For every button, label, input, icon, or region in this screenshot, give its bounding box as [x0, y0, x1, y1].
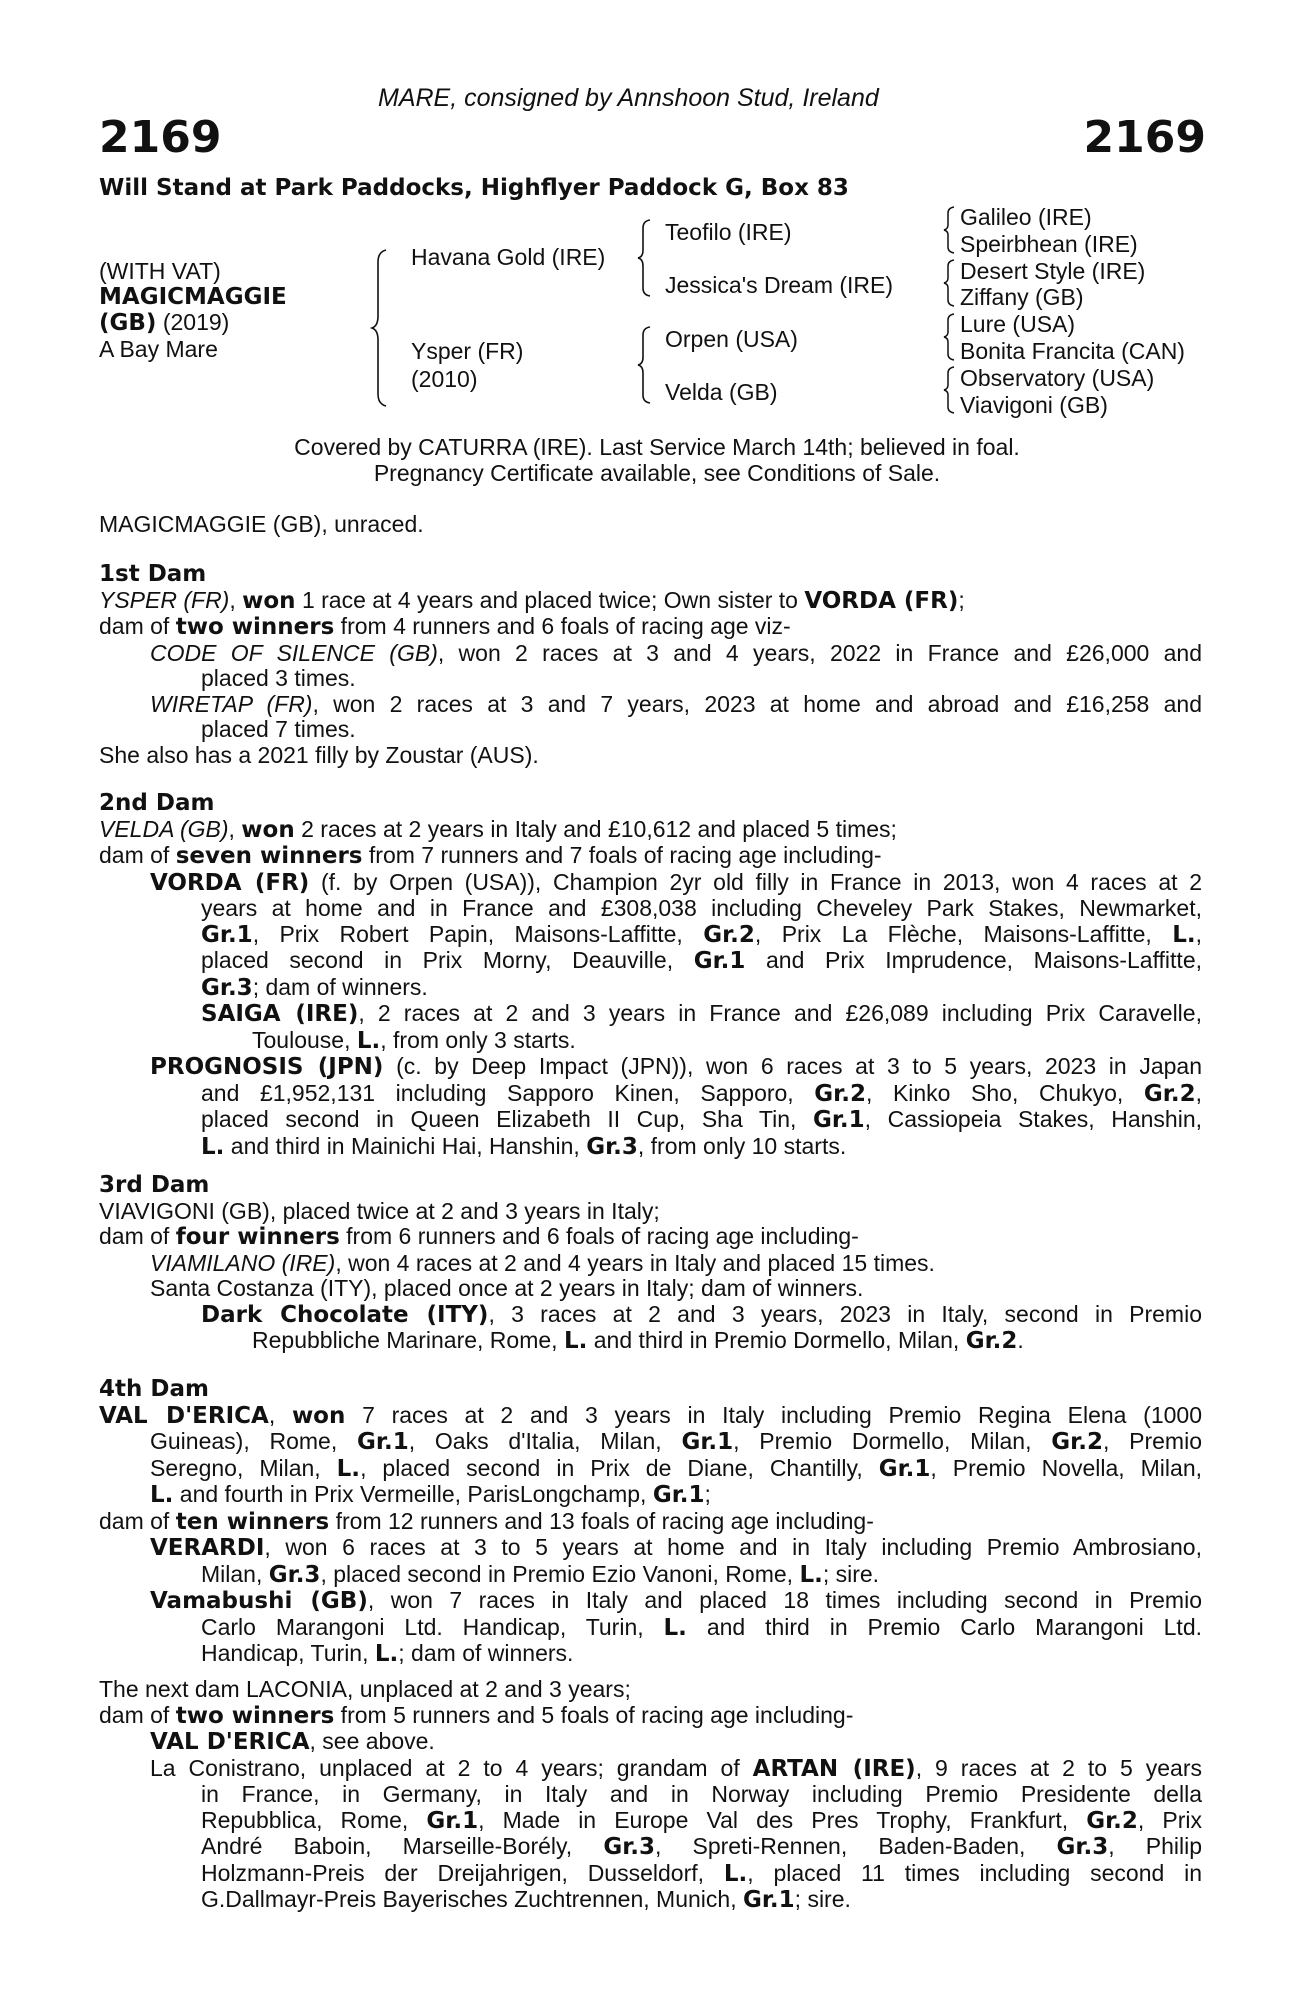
text: dam of [99, 1701, 176, 1728]
text: ; [958, 586, 965, 613]
text-bold: L. [1172, 921, 1196, 948]
text: , Made in Europe Val des Pres Trophy, Frankfurt, [478, 1806, 1087, 1833]
section-heading: 4th Dam [99, 1376, 209, 1402]
text-bold: Gr.3 [1056, 1834, 1109, 1860]
text: (f. by Orpen (USA)), Champion 2yr old filly in France in 2013, won 4 races at 2 [309, 868, 1202, 895]
text-bold: L. [799, 1561, 823, 1588]
section-3rd-dam [99, 1173, 1202, 1355]
text: placed second in Queen Elizabeth II Cup, Sha Tin, [201, 1106, 813, 1132]
text: , [1195, 1079, 1202, 1106]
text-bold: L. [336, 1455, 361, 1482]
gg-7: Observatory (USA) [960, 365, 1155, 391]
text: and fourth in Prix Vermeille, ParisLongchamp, [173, 1481, 653, 1507]
section-4th-dam [99, 1377, 1202, 1668]
text: G.Dallmayr-Preis Bayerisches Zuchtrennen, Munich, [201, 1886, 743, 1912]
text-bold: Gr.1 [357, 1429, 409, 1455]
text: , placed second in Premio Ezio Vanoni, Rome, [320, 1560, 800, 1587]
text-bold: Gr.2 [1051, 1429, 1103, 1455]
text-bold: seven winners [175, 843, 363, 869]
text: . [1017, 1327, 1024, 1353]
dam-name: YSPER (FR) [99, 586, 230, 613]
text-bold: Gr.1 [742, 1887, 795, 1913]
text: La Conistrano, unplaced at 2 to 4 years; grandam of [150, 1754, 753, 1781]
lot-number-left: 2169 [99, 112, 222, 163]
text-bold: four winners [175, 1224, 340, 1250]
text: , from only 3 starts. [380, 1026, 576, 1053]
text: , Prix La Flèche, Maisons-Laffitte, [754, 920, 1173, 947]
text: , 3 races at 2 and 3 years, 2023 in Italy, second in Premio [488, 1300, 1202, 1327]
text-bold: L. [374, 1641, 399, 1667]
text: 1 race at 4 years and placed twice; Own sister to [295, 586, 805, 613]
text: and third in Premio Dormello, Milan, [587, 1327, 966, 1353]
dam-sire: Orpen (USA) [665, 326, 798, 352]
dam-name: VELDA (GB) [99, 815, 229, 842]
text: placed 7 times. [201, 716, 356, 742]
text-bold: L. [356, 1027, 381, 1054]
text-bold: L. [150, 1482, 174, 1508]
horse-description: A Bay Mare [99, 335, 218, 362]
pedigree-brace-g2 [942, 258, 958, 308]
text: , 2 races at 2 and 3 years in France and £26,089 including Prix Caravelle, [358, 1000, 1202, 1026]
text: and £1,952,131 including Sapporo Kinen, Sapporo, [201, 1079, 815, 1106]
text-bold: won [241, 816, 295, 843]
text: , [1195, 920, 1202, 947]
text: , 9 races at 2 to 5 years [915, 1754, 1202, 1781]
text: Handicap, Turin, [201, 1640, 375, 1666]
text: , from only 10 starts. [637, 1132, 847, 1159]
text: 7 races at 2 and 3 years in Italy including Premio Regina Elena (1000 [345, 1401, 1203, 1428]
lot-number-right: 2169 [1083, 112, 1206, 163]
text: , Oaks d'Italia, Milan, [408, 1428, 682, 1454]
dam-name: VAL D'ERICA [99, 1402, 269, 1429]
text: from 7 runners and 7 foals of racing age including- [362, 842, 882, 868]
gg-8: Viavigoni (GB) [960, 392, 1108, 418]
text: Repubblica, Rome, [201, 1806, 427, 1833]
text-bold: Gr.2 [965, 1328, 1018, 1354]
gg-6: Bonita Francita (CAN) [960, 338, 1185, 364]
text: , Philip [1108, 1833, 1202, 1859]
section-2nd-dam [99, 791, 1202, 1160]
text: dam of [99, 842, 176, 868]
text: , placed second in Prix de Diane, Chantilly, [360, 1454, 879, 1481]
text: dam of [99, 1223, 176, 1249]
text: , won 4 races at 2 and 4 years in Italy and placed 15 times. [335, 1249, 935, 1276]
section-1st-dam [99, 562, 1202, 768]
text: , won 2 races at 3 and 4 years, 2022 in France and £26,000 and [437, 639, 1202, 666]
pedigree-brace-g1 [942, 205, 958, 255]
covering-line-2: Pregnancy Certificate available, see Conditions of Sale. [373, 459, 941, 486]
text-bold: Gr.2 [814, 1080, 866, 1107]
sire-name: Havana Gold (IRE) [411, 244, 606, 270]
text-bold: Gr.3 [586, 1133, 638, 1160]
text: Holzmann-Preis der Dreijahrigen, Dusseldorf, [201, 1859, 724, 1886]
section-heading: 1st Dam [99, 561, 207, 587]
covering-line-1: Covered by CATURRA (IRE). Last Service March 14th; believed in foal. [294, 434, 1020, 460]
text: (c. by Deep Impact (JPN)), won 6 races at 3 to 5 years, 2023 in Japan [383, 1053, 1203, 1079]
horse-country: (GB) [99, 310, 157, 336]
text-bold: Gr.2 [1086, 1807, 1138, 1834]
location-line: Will Stand at Park Paddocks, Highflyer Paddock G, Box 83 [99, 175, 849, 201]
text: from 5 runners and 5 foals of racing age including- [334, 1701, 854, 1728]
gg-3: Desert Style (IRE) [960, 258, 1146, 284]
text: placed second in Prix Morny, Deauville, [201, 947, 694, 973]
runner-name: SAIGA (IRE) [201, 1001, 359, 1027]
horse-name: MAGICMAGGIE [99, 283, 287, 310]
text: ; sire. [822, 1560, 880, 1587]
text: , Prix Robert Papin, Maisons-Laffitte, [252, 920, 704, 947]
text: 2 races at 2 years in Italy and £10,612 and placed 5 times; [294, 815, 897, 842]
text: Repubbliche Marinare, Rome, [252, 1327, 564, 1353]
text: The next dam LACONIA, unplaced at 2 and 3 years; [99, 1676, 631, 1702]
gg-1: Galileo (IRE) [960, 204, 1092, 230]
text-bold: Gr.2 [1143, 1080, 1196, 1107]
section-heading: 2nd Dam [99, 790, 215, 816]
runner-name: VORDA (FR) [150, 869, 310, 896]
text-bold: two winners [175, 1702, 335, 1729]
text: placed 3 times. [201, 665, 356, 691]
text: Santa Costanza (ITY), placed once at 2 years in Italy; dam of winners. [150, 1275, 864, 1301]
gg-2: Speirbhean (IRE) [960, 231, 1138, 257]
text: , see above. [309, 1728, 435, 1754]
text: and third in Premio Carlo Marangoni Ltd. [686, 1613, 1203, 1640]
text-bold: won [291, 1402, 346, 1429]
dam-name: Ysper (FR) [411, 338, 524, 364]
runner-name: VIAMILANO (IRE) [150, 1249, 336, 1276]
vat-label: (WITH VAT) [99, 258, 221, 284]
text: Guineas), Rome, [150, 1428, 358, 1454]
text: and third in Mainichi Hai, Hanshin, [224, 1132, 587, 1159]
text-bold: Gr.3 [268, 1561, 321, 1588]
text: dam of [99, 613, 176, 639]
text: ; dam of winners. [398, 1640, 574, 1666]
text-bold: Gr.1 [681, 1429, 734, 1455]
text-bold: VORDA (FR) [804, 587, 959, 614]
text: and Prix Imprudence, Maisons-Laffitte, [745, 947, 1203, 973]
runner-name: Dark Chocolate (ITY) [201, 1301, 489, 1328]
text-bold: Gr.1 [812, 1107, 865, 1133]
text-bold: won [242, 587, 296, 614]
text: , won 7 races in Italy and placed 18 times including second in Premio [367, 1587, 1202, 1613]
sire-dam: Jessica's Dream (IRE) [665, 272, 894, 298]
text: Toulouse, [252, 1026, 357, 1053]
text-bold: Gr.2 [703, 921, 755, 948]
text: , placed 11 times including second in [747, 1859, 1202, 1886]
pedigree-brace-sire [636, 218, 654, 298]
dam-dam: Velda (GB) [665, 379, 778, 405]
text: She also has a 2021 filly by Zoustar (AUS). [99, 741, 539, 768]
text-bold: Gr.1 [426, 1807, 479, 1834]
dam-year: (2010) [411, 366, 478, 392]
text: ; [704, 1481, 711, 1507]
text-bold: L. [563, 1328, 588, 1354]
text-bold: L. [663, 1614, 687, 1641]
horse-year: (2019) [162, 309, 230, 335]
text-bold: ten winners [175, 1508, 330, 1535]
text-bold: Gr.3 [603, 1834, 655, 1860]
text-bold: Gr.1 [652, 1482, 705, 1508]
runner-name: PROGNOSIS (JPN) [150, 1054, 384, 1080]
gg-5: Lure (USA) [960, 311, 1076, 337]
text: years at home and in France and £308,038 including Cheveley Park Stakes, Newmarket, [201, 895, 1202, 921]
text: , Cassiopeia Stakes, Hanshin, [864, 1106, 1203, 1132]
text: , [229, 586, 243, 613]
text: , won 2 races at 3 and 7 years, 2023 at home and abroad and £16,258 and [312, 690, 1202, 717]
gg-4: Ziffany (GB) [960, 284, 1084, 310]
sire-sire: Teofilo (IRE) [665, 219, 792, 245]
pedigree-brace-main [370, 248, 390, 408]
text: , Premio [1102, 1428, 1202, 1454]
text-bold: L. [201, 1133, 225, 1160]
text: ; dam of winners. [252, 973, 428, 1000]
text: , Kinko Sho, Chukyo, [865, 1079, 1144, 1106]
runner-name: ARTAN (IRE) [752, 1755, 916, 1782]
consignor-line: MARE, consigned by Annshoon Stud, Ireland [378, 84, 879, 112]
runner-name: CODE OF SILENCE (GB) [150, 639, 438, 666]
text: in France, in Germany, in Italy and in Norway including Premio Presidente della [201, 1781, 1202, 1807]
text: Carlo Marangoni Ltd. Handicap, Turin, [201, 1613, 664, 1640]
pedigree-brace-g4 [942, 365, 958, 415]
runner-name: Vamabushi (GB) [150, 1588, 368, 1614]
text-bold: Gr.3 [201, 974, 253, 1001]
runner-name: WIRETAP (FR) [150, 690, 313, 717]
section-next-dam [99, 1677, 1202, 1914]
text: , Premio Dormello, Milan, [733, 1428, 1052, 1454]
text-bold: L. [723, 1860, 748, 1887]
pedigree-brace-g3 [942, 312, 958, 362]
text-bold: Gr.1 [878, 1455, 931, 1482]
runner-name: VERARDI [150, 1535, 265, 1561]
text: ; sire. [794, 1886, 851, 1912]
text: Seregno, Milan, [150, 1454, 337, 1481]
text: VIAVIGONI (GB), placed twice at 2 and 3 years in Italy; [99, 1197, 660, 1224]
text: dam of [99, 1507, 176, 1534]
text: , Spreti-Rennen, Baden-Baden, [655, 1833, 1057, 1859]
runner-name: VAL D'ERICA [150, 1729, 310, 1755]
text: , Prix [1137, 1806, 1203, 1833]
horse-info [99, 259, 287, 362]
text: from 6 runners and 6 foals of racing age including- [339, 1223, 859, 1249]
text: , [268, 1401, 292, 1428]
text-bold: two winners [175, 614, 335, 640]
text: Milan, [201, 1560, 269, 1587]
pedigree-brace-dam [636, 325, 654, 405]
covering-note [0, 435, 1314, 486]
section-heading: 3rd Dam [99, 1172, 210, 1198]
text: , won 6 races at 3 to 5 years at home and in Italy including Premio Ambrosiano, [264, 1534, 1202, 1560]
text-bold: Gr.1 [693, 948, 746, 974]
text: André Baboin, Marseille-Borély, [201, 1833, 604, 1859]
text: , [228, 815, 242, 842]
text: from 12 runners and 13 foals of racing age including- [329, 1507, 874, 1534]
text: , Premio Novella, Milan, [930, 1454, 1202, 1481]
intro-line: MAGICMAGGIE (GB), unraced. [99, 511, 424, 537]
text-bold: Gr.1 [201, 921, 253, 948]
text: from 4 runners and 6 foals of racing age viz- [334, 613, 791, 639]
